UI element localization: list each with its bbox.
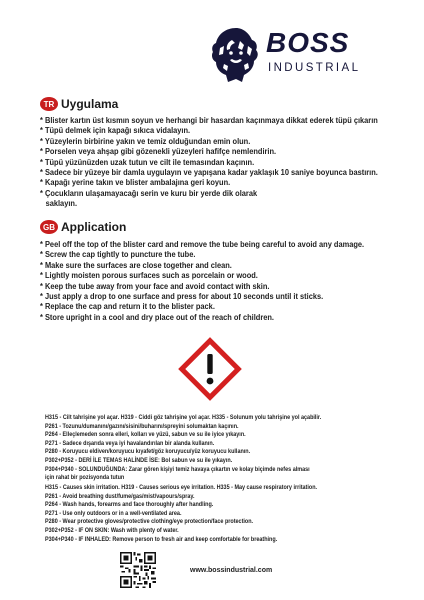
list-item: * Replace the cap and return it to the blister pack. [40, 302, 215, 312]
list-item: * Peel off the top of the blister card and remove the tube being careful to avoid any damage. [40, 240, 365, 249]
list-item: H315 - Causes skin irritation. H319 - Causes serious eye irritation. H335 - May cause respiratory irritation. [45, 484, 318, 491]
gb-section-header [40, 218, 126, 236]
lion-logo-icon [206, 24, 264, 84]
list-item: P271 - Sadece dışarıda veya iyi havalandırılan bir alanda kullanın. [45, 439, 215, 447]
gb-language-badge: GB [40, 220, 58, 234]
list-item: P264 - Elleçlemeden sonra elleri, kolları ve yüzü, sabun ve su ile iyice yıkayın. [45, 431, 246, 439]
list-item: * Keep the tube away from your face and avoid contact with skin. [40, 281, 270, 291]
list-item: P302+P352 - DERİ İLE TEMAS HALİNDE İSE: Bol sabun ve su ile yıkayın. [45, 456, 233, 464]
tr-section-header [40, 95, 118, 113]
tr-hazard-statements [45, 414, 379, 483]
gb-section-title: Application [61, 220, 127, 234]
list-item: * Sadece bir yüzeye bir damla uygulayın ve yapışana kadar yaklaşık 10 saniye boyunca bastırın. [40, 168, 378, 178]
brand-name: BOSS [266, 27, 350, 58]
list-item: P304+P340 - SOLUNDUĞUNDA: Zarar gören kişiyi temiz havaya çıkartın ve kolay biçimde nefes alması [45, 465, 310, 473]
list-item: * Çocukların ulaşamayacağı serin ve kuru bir yerde dik olarak [40, 188, 258, 198]
tr-instructions-list [40, 116, 397, 210]
list-item: * Yüzeylerin birbirine yakın ve temiz olduğundan emin olun. [40, 136, 251, 146]
list-item: P280 - Wear protective gloves/protective clothing/eye protection/face protection. [45, 518, 254, 526]
list-item: * Just apply a drop to one surface and press for about 10 seconds until it sticks. [40, 292, 324, 302]
brand-subtitle: INDUSTRIAL [268, 62, 361, 74]
website-url: www.bossindustrial.com [190, 567, 273, 574]
list-item: için rahat bir pozisyonda tutun [45, 474, 125, 482]
list-item: P280 - Koruyucu eldiven/koruyucu kıyafet/göz koruyucu/yüz koruyucu kullanın. [45, 448, 251, 456]
list-item-continuation: saklayın. [45, 199, 78, 209]
list-item [40, 199, 397, 209]
boss-industrial-logo [206, 24, 376, 84]
list-item: P302+P352 - IF ON SKIN: Wash with plenty of water. [45, 526, 179, 534]
list-item: P271 - Use only outdoors or in a well-ventilated area. [45, 509, 182, 517]
list-item: * Blister kartın üst kısmın soyun ve herhangi bir hasardan kaçınmaya dikkat ederek tüpü çıkarın [40, 116, 378, 125]
gb-instructions-list [40, 240, 397, 323]
list-item: * Screw the cap tightly to puncture the tube. [40, 250, 196, 260]
list-item: * Kapağı yerine takın ve blister ambalajına geri koyun. [40, 178, 231, 188]
tr-language-badge: TR [40, 97, 58, 111]
list-item: * Porselen veya ahşap gibi gözenekli yüzeyleri hafifçe nemlendirin. [40, 147, 277, 157]
list-item: * Tüpü yüzünüzden uzak tutun ve cilt ile temasından kaçının. [40, 157, 255, 167]
qr-code-icon [120, 552, 156, 588]
list-item: P261 - Tozunu/dumanını/gazını/sisini/buharını/spreyini solumaktan kaçının. [45, 422, 239, 430]
list-item: P304+P340 - IF INHALED: Remove person to fresh air and keep comfortable for breathing. [45, 535, 278, 543]
list-item: * Store upright in a cool and dry place out of the reach of children. [40, 312, 274, 322]
list-item: H315 - Cilt tahrişine yol açar. H319 - Ciddi göz tahrişine yol açar. H335 - Solunum yolu tahrişine yol açabilir. [45, 414, 322, 421]
exclamation-hazard-icon [178, 337, 242, 401]
gb-hazard-statements [45, 484, 379, 544]
list-item: * Lightly moisten porous surfaces such as porcelain or wood. [40, 271, 258, 281]
list-item: * Make sure the surfaces are close together and clean. [40, 260, 232, 270]
tr-section-title: Uygulama [61, 97, 119, 111]
list-item: P264 - Wash hands, forearms and face thoroughly after handling. [45, 501, 214, 509]
list-item: P261 - Avoid breathing dust/fume/gas/mist/vapours/spray. [45, 492, 195, 500]
list-item: * Tüpü delmek için kapağı sıkıca vidalayın. [40, 126, 191, 136]
